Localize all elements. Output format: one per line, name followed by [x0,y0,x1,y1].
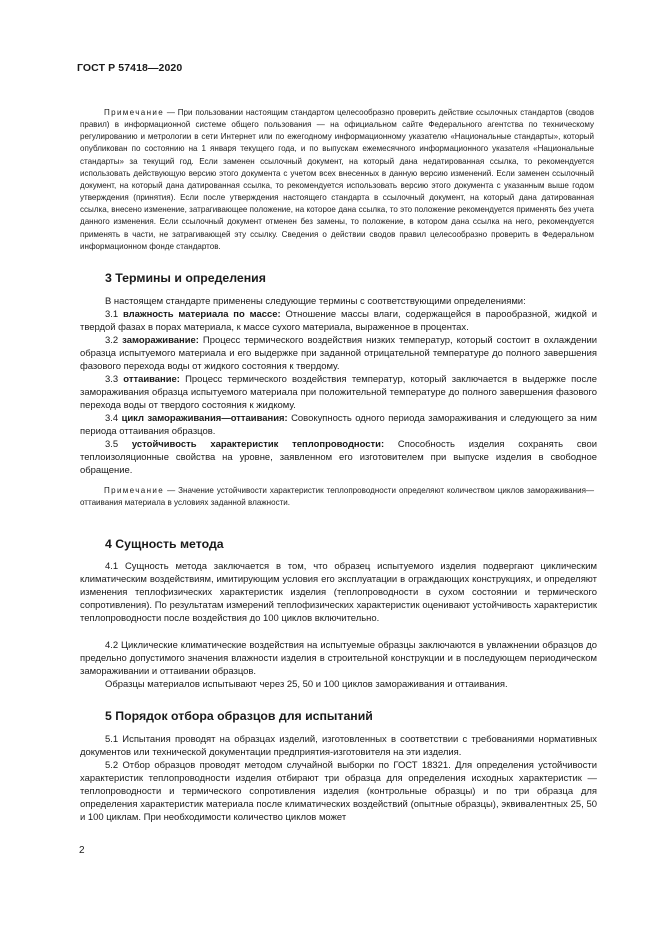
term-3-3 [80,373,597,412]
section-3-intro: В настоящем стандарте применены следующие термины с соответствующими определениями: [105,296,526,307]
term-number: 3.4 [105,413,122,424]
term-3-4 [80,412,597,438]
section-4-paragraph-1: 4.1 Сущность метода заключается в том, что образец испытуемого изделия подвергают циклическим климатическим воздействиям, имитирующим условия его эксплуатации в ограждающих конструкциях, и определяют изменения теплофизических характеристик изделия (теплопроводности в сухом состоянии и термического сопротивления). По результатам измерений теплофизических характеристик оценивают устойчивость характеристик теплопроводности после воздействия до 100 циклов включительно. [80,561,597,625]
term-number: 3.2 [105,335,123,346]
section-3-note [80,485,594,509]
term-name: замораживание: [122,335,199,346]
term-name: влажность материала по массе: [122,309,281,320]
section-5-heading: 5 Порядок отбора образцов для испытаний [105,709,373,723]
term-number: 3.3 [105,374,124,385]
term-definition: Процесс термического воздействия низких температур, который состоит в охлаждении образца испытуемого материала и его выдержке при заданной отрицательной температуре до полного завершения фазового перехода воды от жидкого состояния к твердому. [80,335,597,373]
page-number: 2 [79,845,85,856]
term-definition: Совокупность одного периода замораживания и следующего за ним периода оттаивания образцов. [80,413,597,438]
section-4-heading: 4 Сущность метода [105,537,224,551]
note-text: — При пользовании настоящим стандартом целесообразно проверить действие ссылочных стандартов (сводов правил) в информационной системе общего пользования — на официальном сайте Федерального агентства по техническому регулированию и метрологии в сети Интернет или по ежегодному информационному указателю «Национальные стандарты», который опубликован по состоянию на 1 января текущего года, и по выпускам ежемесячного информационного указателя «Национальные стандарты» за текущий год. Если заменен ссылочный документ, на который дана недатированная ссылка, то рекомендуется использовать действующую версию этого документа с учетом всех внесенных в данную версию изменений. Если заменен ссылочный документ, на который дана датированная ссылка, то рекомендуется использовать версию этого документа с указанным выше годом утверждения (принятия). Если после утверждения настоящего стандарта в ссылочный документ, на который дана датированная ссылка, внесено изменение, затрагивающее положение, на которое дана ссылка, то это положение рекомендуется применять без учета данного изменения. Если ссылочный документ отменен без замены, то положение, в котором дана ссылка на него, рекомендуется применять в части, не затрагивающей эту ссылку. Сведения о действии сводов правил целесообразно проверить в Федеральном информационном фонде стандартов. [80,108,594,251]
section-4-paragraph-3: Образцы материалов испытывают через 25, 50 и 100 циклов замораживания и оттаивания. [105,679,508,690]
document-header: ГОСТ Р 57418—2020 [77,62,183,74]
note-paragraph [80,107,594,253]
term-name: устойчивость характеристик теплопроводности: [131,439,385,450]
term-definition: Способность изделия сохранять свои теплоизоляционные свойства на уровне, заявленном его изготовителем при выпуске изделия в свободное обращение. [80,439,597,477]
term-name: цикл замораживания—оттаивания: [121,413,288,424]
term-number: 3.1 [105,309,123,320]
note-label: Примечание [104,486,165,495]
section-4-paragraph-2: 4.2 Циклические климатические воздействия на испытуемые образцы заключаются в увлажнении образцов до предельно допустимого значения влажности изделия в строительной конструкции и в последующем периодическом замораживании и оттаивании образцов. [80,640,597,678]
note-label: Примечание [104,108,165,117]
term-definition: Отношение массы влаги, содержащейся в парообразной, жидкой и твердой фазах в порах материала, к массе сухого материала, выраженное в процентах. [80,309,597,334]
term-3-5 [80,438,597,477]
term-number: 3.5 [105,439,132,450]
term-3-2 [80,334,597,373]
term-3-1 [80,308,597,334]
note-text: — Значение устойчивости характеристик теплопроводности определяют количеством циклов замораживания—оттаивания материала в условиях заданной влажности. [80,486,594,508]
section-3-heading: 3 Термины и определения [105,271,266,285]
section-5-paragraph-1: 5.1 Испытания проводят на образцах изделий, изготовленных в соответствии с требованиями нормативных документов или технической документации предприятия-изготовителя на эти изделия. [80,734,597,759]
term-name: оттаивание: [123,374,180,385]
term-definition: Процесс термического воздействия температур, который заключается в выдержке после замораживания образца испытуемого материала при положительной температуре до полного завершения фазового перехода воды от твердого состояния к жидкому. [80,374,597,412]
section-5-paragraph-2: 5.2 Отбор образцов проводят методом случайной выборки по ГОСТ 18321. Для определения устойчивости характеристик теплопроводности изделия отбирают три образца для определения исходных характеристик — теплопроводности и термического сопротивления изделия (контрольные образцы) и по три образца для определения характеристик материала после климатических воздействий (опытные образцы), эквивалентных 25, 50 и 100 циклам. При необходимости количество циклов может [80,760,597,824]
